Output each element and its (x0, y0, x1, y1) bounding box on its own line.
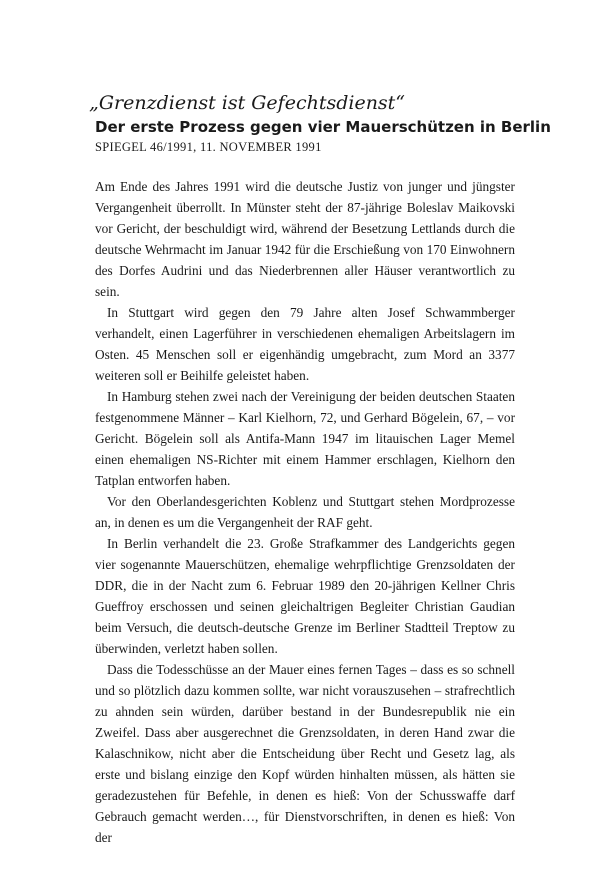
paragraph: Dass die Todesschüsse an der Mauer eines fernen Tages – dass es so schnell und so plötzlich dazu kommen sollte, war nicht vorauszusehen – strafrechtlich zu ahnden sein würden, darüber bestand in der Bundesrepublik nie ein Zweifel. Dass aber ausgerechnet die Grenzsoldaten, in deren Hand zwar die Kalaschnikow, nicht aber die Entscheidung über Recht und Gesetz lag, als erste und bislang einzige den Kopf würden hinhalten müssen, als hätten sie geradezustehen für Befehle, in denen es hieß: Von der Schusswaffe darf Gebrauch gemacht werden…, für Dienstvorschriften, in denen es hieß: Von der (95, 662, 515, 845)
paragraph: In Stuttgart wird gegen den 79 Jahre alten Josef Schwammberger verhandelt, einen Lagerführer in verschiedenen ehemaligen Arbeitslagern im Osten. 45 Menschen soll er eigenhändig umgebracht, zum Mord an 3377 weiteren soll er Beihilfe geleistet haben. (95, 305, 515, 383)
paragraph: Vor den Oberlandesgerichten Koblenz und Stuttgart stehen Mordprozesse an, in denen es um die Vergangenheit der RAF geht. (95, 494, 515, 530)
article-subtitle: Der erste Prozess gegen vier Mauerschützen in Berlin (95, 118, 551, 136)
article-source: SPIEGEL 46/1991, 11. NOVEMBER 1991 (95, 140, 322, 154)
article-body (95, 176, 515, 848)
article (89, 92, 551, 848)
paragraph: Am Ende des Jahres 1991 wird die deutsche Justiz von junger und jüngster Vergangenheit überrollt. In Münster steht der 87-jährige Boleslav Maikovski vor Gericht, der beschuldigt wird, während der Besetzung Lettlands durch die deutsche Wehrmacht im Januar 1942 für die Erschießung von 170 Einwohnern des Dorfes Audrini und das Niederbrennen aller Häuser verantwortlich zu sein. (95, 179, 515, 299)
paragraph: In Hamburg stehen zwei nach der Vereinigung der beiden deutschen Staaten festgenommene Männer – Karl Kielhorn, 72, und Gerhard Bögelein, 67, – vor Gericht. Bögelein soll als Antifa-Mann 1947 im litauischen Lager Memel einen ehemaligen NS-Richter mit einem Hammer erschlagen, Kielhorn den Tatplan entworfen haben. (95, 389, 515, 488)
paragraph: In Berlin verhandelt die 23. Große Strafkammer des Landgerichts gegen vier sogenannte Mauerschützen, ehemalige wehrpflichtige Grenzsoldaten der DDR, die in der Nacht zum 6. Februar 1989 den 20-jährigen Kellner Chris Gueffroy erschossen und seinen gleichaltrigen Begleiter Christian Gaudian beim Versuch, die deutsch-deutsche Grenze im Berliner Stadtteil Treptow zu überwinden, verletzt haben sollen. (95, 536, 515, 656)
article-title: „Grenzdienst ist Gefechtsdienst“ (89, 92, 406, 114)
